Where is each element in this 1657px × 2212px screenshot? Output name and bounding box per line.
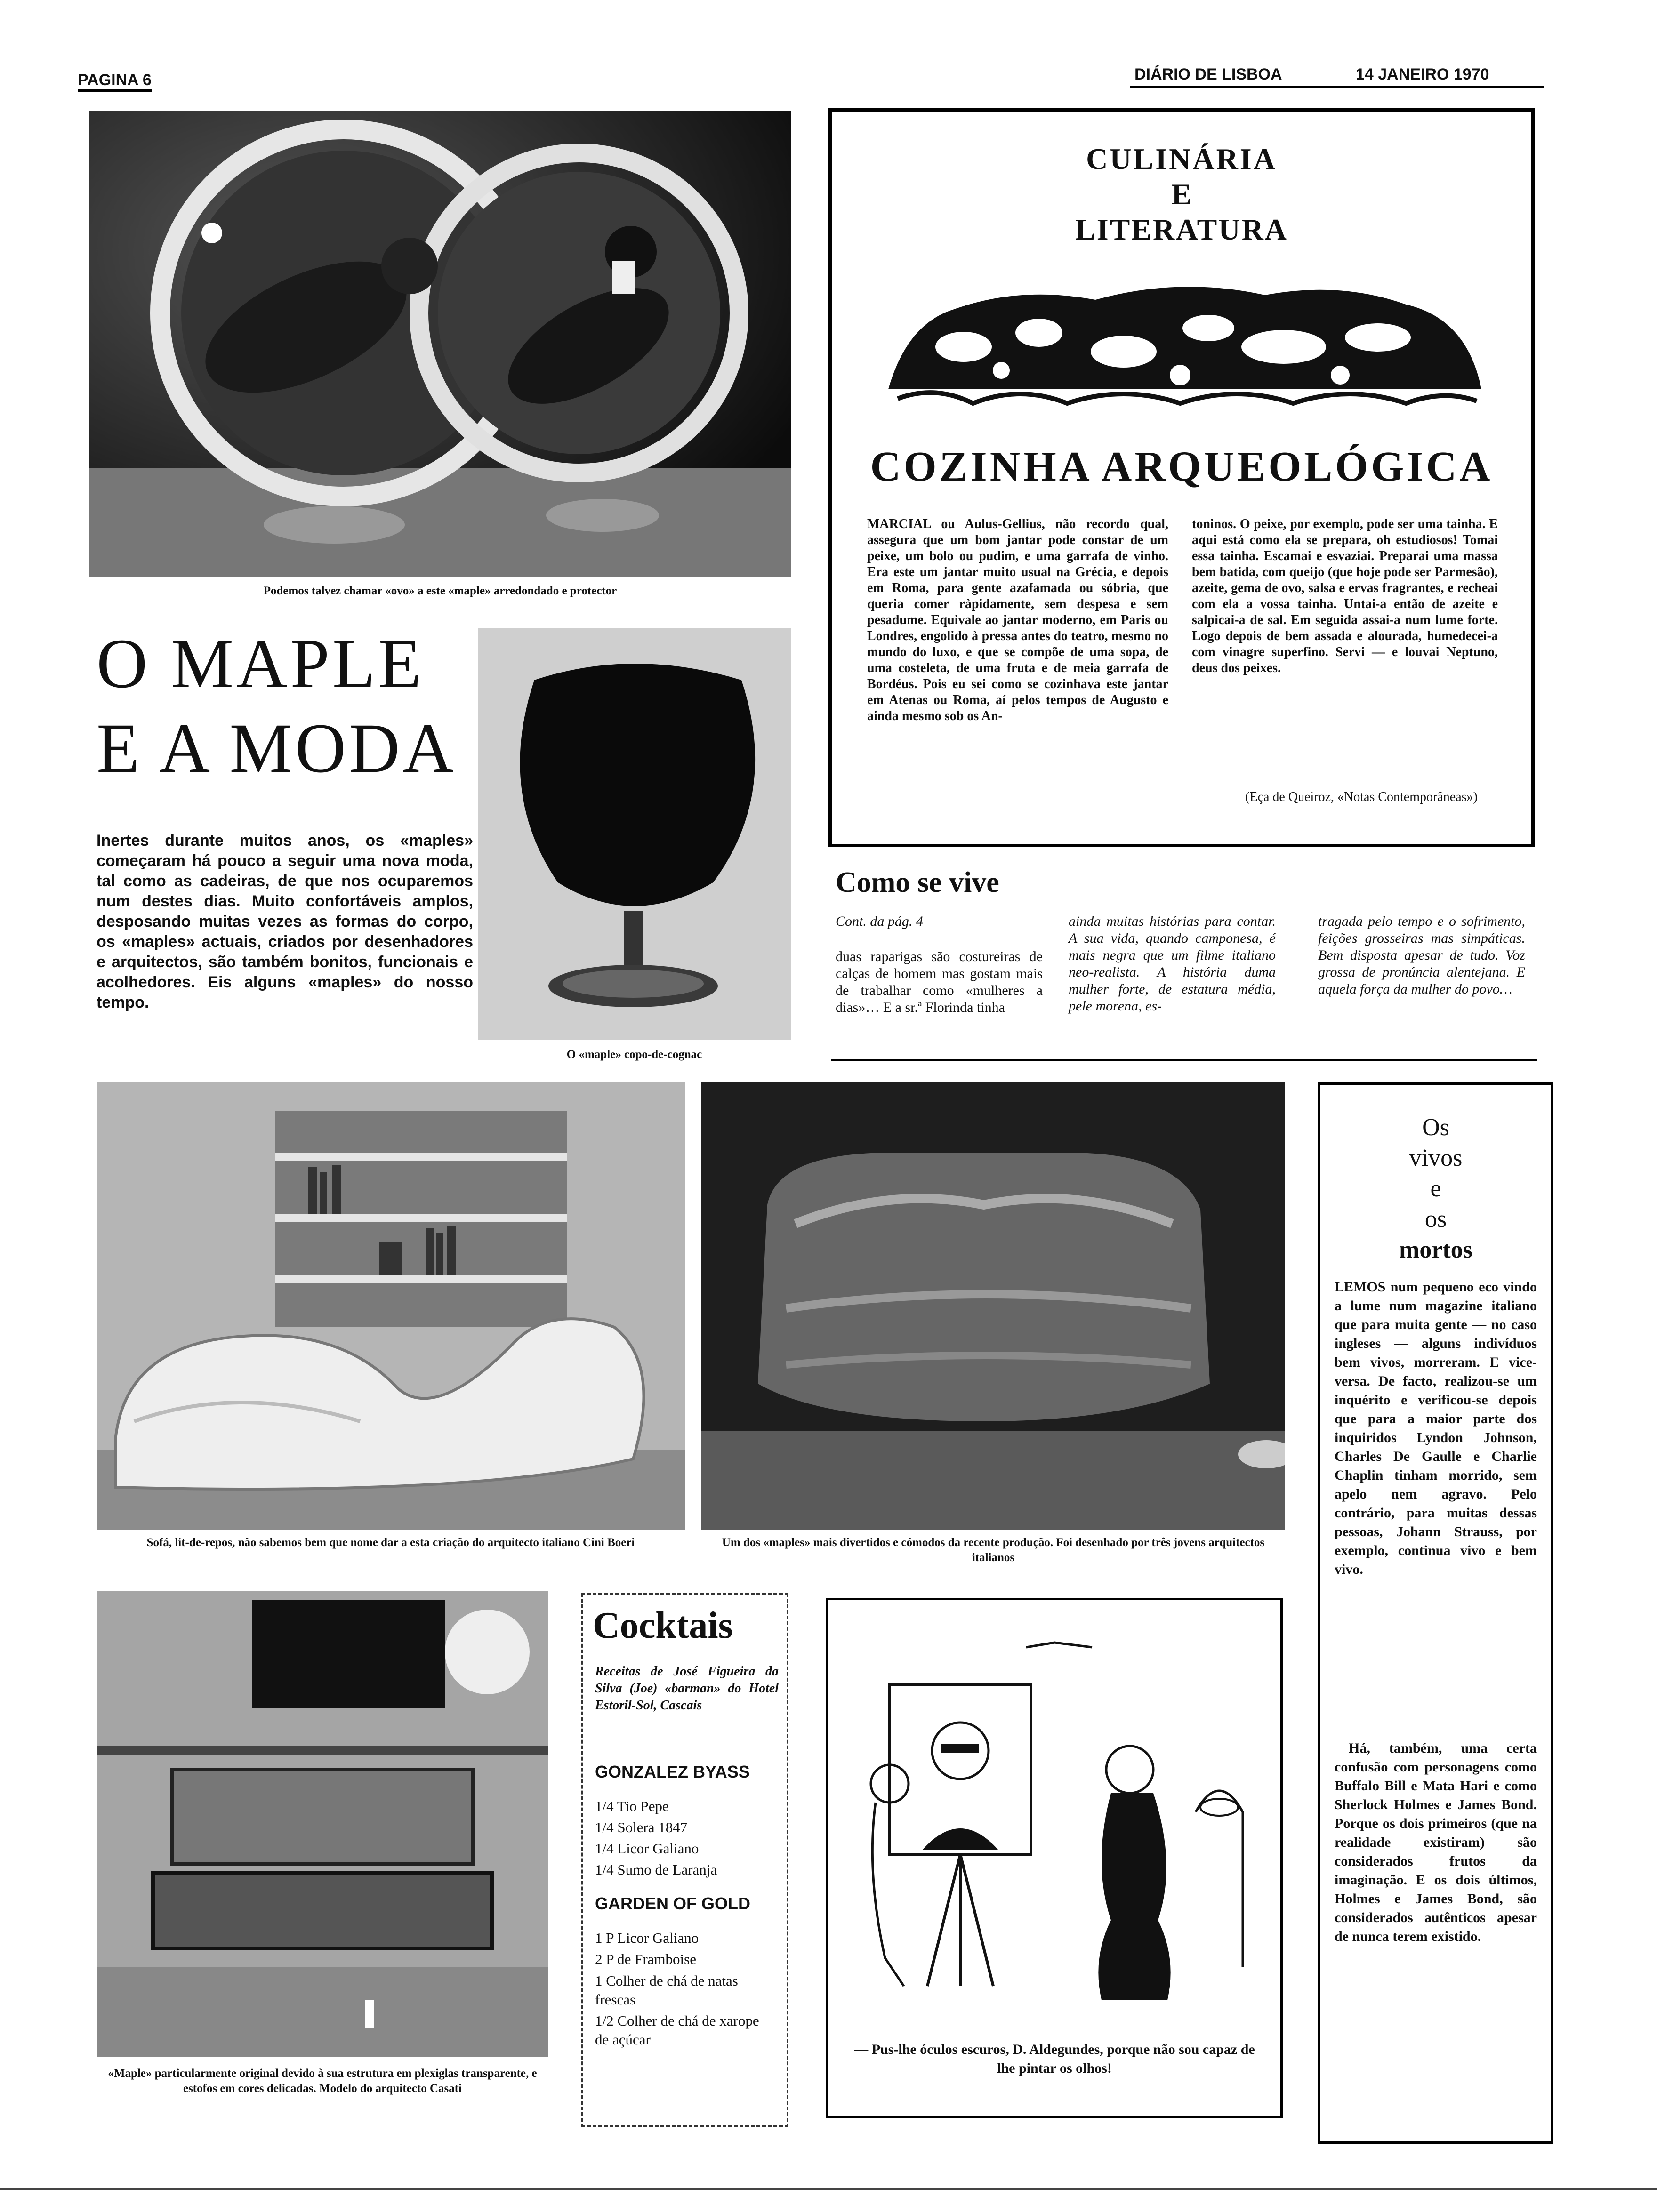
vivos-body-1: LEMOS num pequeno eco vindo a lume num magazine italiano que para muita gente — no caso ingleses — alguns indivíduos bem vivos, morreram. E vice-versa. De facto, realizou-se um inquérito e verificou-se depois que para a maior parte dos inquiridos Lyndon Johnson, Charles De Gaulle e Charlie Chaplin tinham morrido, sem apelo nem agravo. Pelo contrário, para muitas dessas pessoas, Johann Strauss, por exemplo, continua vivo e bem vivo. bbox=[1335, 1279, 1537, 1577]
recipe1-name: GONZALEZ BYASS bbox=[595, 1762, 750, 1781]
como-se-vive-col2: ainda muitas histórias para contar. A sua vida, quando camponesa, é mais negra que um filme italiano neo-realista. A história duma mulher forte, de estatura média, pele morena, es- bbox=[1069, 914, 1276, 1014]
vivos-body-2: Há, também, uma certa confusão com personagens como Buffalo Bill e Mata Hari e como Sherlock Holmes e James Bond. Porque os dois primeiros (que na realidade existiram) são considerados frutos da imaginação. E os dois últimos, Holmes e James Bond, são considerados autênticos apesar de nunca terem existido. bbox=[1335, 1740, 1537, 1944]
food-engraving-illustration bbox=[879, 267, 1491, 417]
vivos-mortos-box bbox=[1318, 1082, 1553, 2144]
vivos-title-5: mortos bbox=[1399, 1236, 1472, 1263]
maple-headline-line2: E A MODA bbox=[97, 709, 457, 787]
recipe1-item-2: 1/4 Solera 1847 bbox=[595, 1819, 688, 1835]
culinaria-headline: COZINHA ARQUEOLÓGICA bbox=[870, 443, 1493, 490]
egg-chair-illustration bbox=[89, 111, 791, 577]
newspaper-name: DIÁRIO DE LISBOA bbox=[1134, 65, 1282, 83]
armchair-illustration bbox=[701, 1082, 1285, 1530]
cognac-chair-illustration bbox=[478, 628, 791, 1040]
plexiglas-illustration bbox=[97, 1591, 548, 2057]
sofa-photo bbox=[97, 1082, 685, 1530]
maple-lead-paragraph: Inertes durante muitos anos, os «maples» começaram há pouco a seguir uma nova moda, tal como as cadeiras, de que nos ocuparemos num destes dias. Muito confortáveis amplos, desposando muitas vezes as formas do corpo, os «maples» actuais, criados por desenhadores e arquitectos, são também bonitos, funcionais e acolhedores. Eis alguns «maples» do nosso tempo. bbox=[97, 832, 473, 1011]
issue-date: 14 JANEIRO 1970 bbox=[1356, 65, 1489, 83]
maple-headline-line1: O MAPLE bbox=[97, 625, 425, 703]
recipe2-item-2: 2 P de Framboise bbox=[595, 1951, 696, 1967]
armchair-photo bbox=[701, 1082, 1285, 1530]
vivos-title-4: os bbox=[1424, 1206, 1447, 1233]
sofa-caption: Sofá, lit-de-repos, não sabemos bem que nome dar a esta criação do arquitecto italiano Cini Boeri bbox=[146, 1536, 635, 1549]
plexiglas-photo bbox=[97, 1591, 548, 2057]
culinaria-box bbox=[828, 108, 1535, 847]
recipe2-item-3: 1 Colher de chá de natas frescas bbox=[595, 1972, 738, 2008]
culinaria-kicker-1: CULINÁRIA bbox=[1086, 142, 1277, 176]
culinaria-kicker-2: E bbox=[1171, 177, 1192, 211]
food-engraving bbox=[879, 267, 1491, 417]
recipe1-item-4: 1/4 Sumo de Laranja bbox=[595, 1861, 717, 1878]
culinaria-col2: toninos. O peixe, por exemplo, pode ser uma tainha. E aqui está como ela se prepara, oh estudiosos! Tomai essa tainha. Escamai e esvaziai. Preparai uma massa bem batida, com queijo (que hoje pode ser Parmesão), azeite, gema de ovo, salsa e ervas fragrantes, e recheai com ela a vossa tainha. Untai-a então de azeite e salpicai-a de sal. Em seguida assai-a num lume forte. Logo depois de bem assada e alourada, humedecei-a com vinagre superfino. Servi — e louvai Neptuno, deus dos peixes. bbox=[1192, 517, 1498, 675]
recipe2-item-4: 1/2 Colher de chá de xarope de açúcar bbox=[595, 2012, 759, 2048]
como-se-vive-col3: tragada pelo tempo e o sofrimento, feições grosseiras mas simpáticas. Bem disposta apesar de tudo. Voz grossa de pronúncia alentejana. E aquela força da mulher do povo… bbox=[1318, 914, 1525, 997]
plexiglas-caption: «Maple» particularmente original devido à sua estrutura em plexiglas transparente, e estofos em cores delicadas. Modelo do arquitecto Casati bbox=[108, 2067, 537, 2095]
cartoon-caption: — Pus-lhe óculos escuros, D. Aldegundes, porque não sou capaz de lhe pintar os olhos! bbox=[854, 2042, 1255, 2076]
como-se-vive-cont: Cont. da pág. 4 bbox=[836, 914, 923, 929]
culinaria-attribution: (Eça de Queiroz, «Notas Contemporâneas») bbox=[1245, 790, 1478, 804]
recipe2-name: GARDEN OF GOLD bbox=[595, 1894, 750, 1913]
egg-chair-photo bbox=[89, 111, 791, 577]
page-bottom-rule bbox=[0, 2188, 1657, 2190]
cognac-chair-caption: O «maple» copo-de-cognac bbox=[566, 1048, 702, 1061]
cartoon-illustration bbox=[847, 1628, 1262, 2014]
vivos-title-3: e bbox=[1430, 1175, 1441, 1202]
cognac-chair-photo bbox=[478, 628, 791, 1040]
sofa-illustration bbox=[97, 1082, 685, 1530]
cocktails-byline: Receitas de José Figueira da Silva (Joe) «barman» do Hotel Estoril-Sol, Cascais bbox=[595, 1664, 779, 1713]
vivos-title-2: vivos bbox=[1409, 1145, 1463, 1171]
culinaria-col1: MARCIAL ou Aulus-Gellius, não recordo qual, assegura que um bom jantar pode constar de um peixe, um bolo ou pudim, e uma garrafa de vinho. Era este um jantar muito usual na Grécia, e depois em Roma, para gente azafamada ou sóbria, que queria comer ràpidamente, sem despesa e sem pesadume. Equivale ao jantar moderno, em Paris ou Londres, engolido à pressa antes do teatro, mesmo no mundo do luxo, e que se compõe de uma sopa, de uma costeleta, de uma fruta e de meia garrafa de Bordéus. Pois eu sei como se cozinhava este jantar em Atenas ou Roma, aí pelos tempos de Augusto e ainda mesmo sob os An- bbox=[867, 517, 1168, 723]
recipe1-item-3: 1/4 Licor Galiano bbox=[595, 1840, 699, 1857]
cocktails-box bbox=[581, 1593, 788, 2127]
como-se-vive-title: Como se vive bbox=[836, 866, 999, 898]
cartoon-box bbox=[826, 1598, 1283, 2118]
como-se-vive-col1: duas raparigas são costureiras de calças de homem mas gostam mais de trabalhar como «mulheres a dias»… E a sr.ª Florinda tinha bbox=[836, 949, 1043, 1015]
recipe2-item-1: 1 P Licor Galiano bbox=[595, 1930, 699, 1946]
cartoon-drawing bbox=[847, 1628, 1262, 2014]
page-number: PAGINA 6 bbox=[78, 71, 152, 92]
culinaria-kicker-3: LITERATURA bbox=[1075, 213, 1288, 246]
recipe1-item-1: 1/4 Tio Pepe bbox=[595, 1798, 669, 1814]
vivos-title-1: Os bbox=[1422, 1114, 1449, 1141]
egg-chair-caption: Podemos talvez chamar «ovo» a este «maple» arredondado e protector bbox=[263, 585, 617, 597]
cocktails-title: Cocktais bbox=[593, 1605, 733, 1646]
header-rule bbox=[1130, 86, 1544, 88]
armchair-caption: Um dos «maples» mais divertidos e cómodos da recente produção. Foi desenhado por três jovens arquitectos italianos bbox=[722, 1536, 1265, 1564]
como-se-vive-bottom-rule bbox=[831, 1059, 1537, 1061]
